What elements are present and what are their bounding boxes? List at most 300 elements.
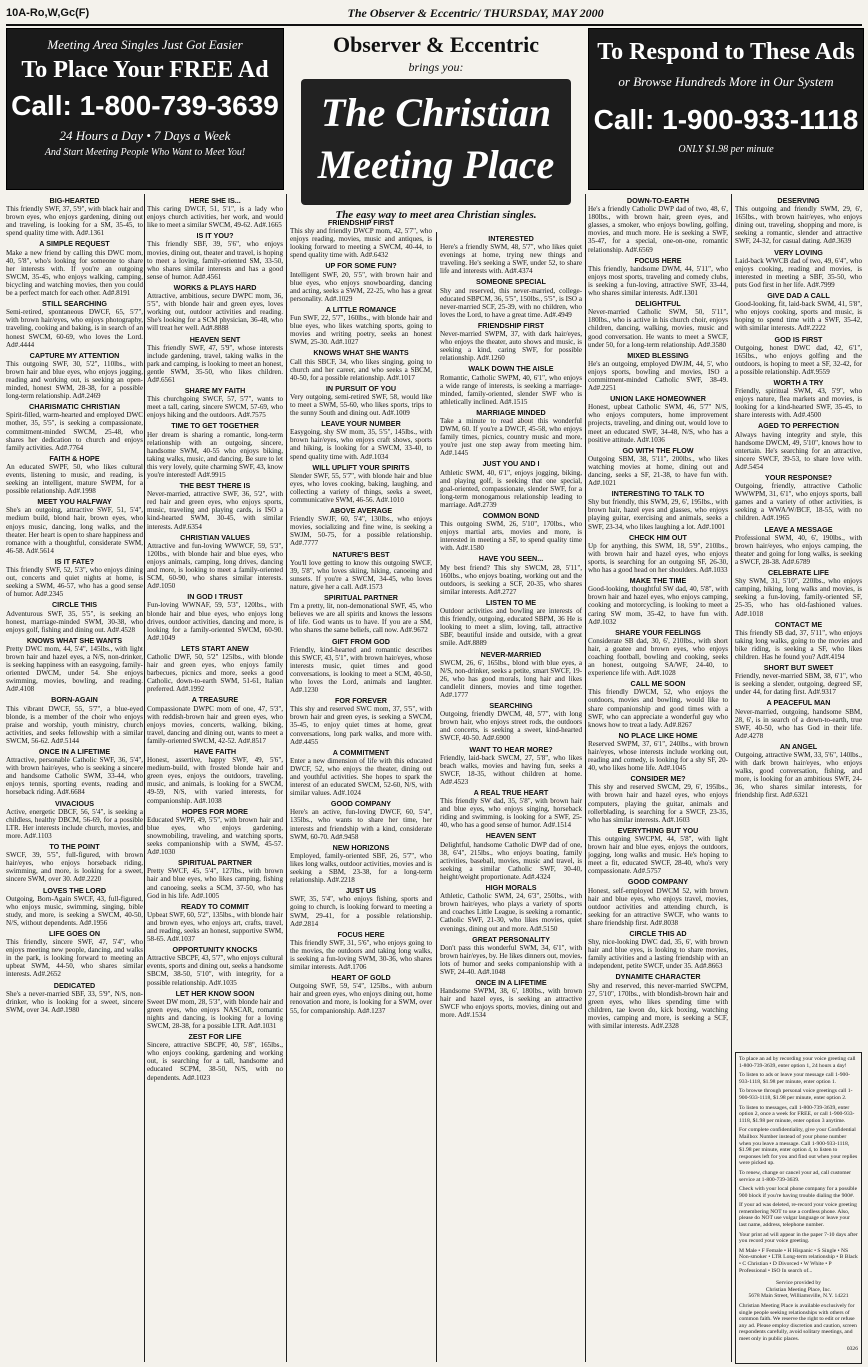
ad-headline: ONCE IN A LIFETIME: [38, 747, 111, 756]
ad-text: Up for anything, this SWM, 18, 5'9", 210lbs., with brown hair and hazel eyes, who enjoys sports, is searching for an outgoing SF, 26-30, who has a good head on her shoulders. Ad#.1033: [588, 541, 728, 575]
ad-text: My best friend? This shy SWCM, 28, 5'11", 160lbs., who enjoys boating, working out and the outdoors, is seeking a SCF, 20-35, who shares similar interests. Ad#.2727: [440, 563, 582, 596]
instruction-900-block: Check with your local phone company for a possible 900 block if you're having trouble dialing the 900#.: [739, 1186, 858, 1199]
ad-text: Outgoing SBM, 38, 5'11", 200lbs., who likes watching movies at home, dining out and dancing, seeks a SF, 21-38, to have fun with. Ad#.1021: [588, 454, 728, 488]
ad-headline: INTERESTED: [488, 234, 534, 243]
ad-headline: CHARISMATIC CHRISTIAN: [29, 402, 120, 412]
ads-column-4: [440, 232, 582, 1364]
personal-ad: [440, 979, 582, 1019]
ad-headline: DESERVING: [777, 196, 820, 205]
ad-text: Honest, upbeat Catholic SWM, 46, 5'7" N/S, who enjoys computers, home improvement projects, traveling, and dining out, would love to meet an educated SWF, 34-48, N/S, who has a positive attitude. Ad#.1036: [588, 403, 728, 444]
ad-headline: FRIENDSHIP FIRST: [477, 320, 545, 330]
ad-text: Never-married Catholic SWM, 50, 5'11", 180lbs., who is active in his church choir, enjoys children, dancing, walking, movies, music and good conversation. He wants to meet a SWCF, under 50, for a long-term relationship. Ad#.3580: [588, 308, 728, 349]
personal-ad: [440, 702, 582, 742]
ad-text: Always having integrity and style, this handsome DWCM, 49, 5'10", knows how to entertain. He's searching for an attractive, sincere SWCF, 39-53, to share love with. Ad#.5454: [735, 430, 862, 471]
ad-headline: LOVES THE LORD: [42, 885, 107, 895]
ad-headline: HEART OF GOLD: [331, 973, 391, 983]
brings-you: brings you:: [408, 60, 464, 74]
personal-ad: [290, 349, 432, 381]
ad-text: Slender SWF, 55, 5'7", with blonde hair and blue eyes, who loves cooking, baking, laughing, and collecting a variety of things, seeks a sweet, communicative SWM, 46-56. Ad#.1010: [290, 471, 432, 504]
ad-headline: INTERESTING TO TALK TO: [611, 489, 705, 499]
ad-text: Make a new friend by calling this DWC mom, 40, 5'8", who's looking for someone to share her interests with. If you're an outgoing SWCM, 35-45, who enjoys walking, camping, bicycling and watching movies, then you could be a perfect match for each other. Ad#.8191: [6, 248, 143, 298]
ad-headline: HAVE FAITH: [193, 747, 237, 756]
banner-subtext: And Start Meeting People Who Want to Meet You!: [44, 147, 246, 158]
ad-text: Laid-back WWCB dad of two, 49, 6'4", who enjoys cooking, reading and movies, is interested in meeting a SBF, 35-50, who puts God first in her life. Ad#.7999: [735, 256, 862, 289]
personal-ad: [147, 482, 283, 531]
personal-ad: [440, 789, 582, 829]
ad-text: Upbeat SWF, 60, 5'2", 135lbs., with blonde hair and brown eyes, who enjoys art, crafts, travel, and reading, seeks an honest, supportive SWM, 58-65. Ad#.1037: [147, 910, 283, 944]
ad-text: Good-looking, thoughtful SW dad, 40, 5'8", with brown hair and hazel eyes, who enjoys camping, cooking and motorcycling, is looking to meet a caring SW mom, 35-42, to have fun with. Ad#.1032: [588, 585, 728, 626]
ad-headline: GIFT FROM GOD: [332, 636, 390, 646]
ad-text: Friendly, spiritual SWM, 43, 5'9", who enjoys nature, flea markets and movies, is looking for a kind-hearted SWF, 35-45, to share interests with. Ad#.4500: [735, 387, 862, 420]
ad-text: Honest, assertive, happy SWF, 49, 5'6", medium-build, with frosted blonde hair and green eyes, enjoys the outdoors, traveling, music, and animals, is looking for a SWCM, 49-59, N/S, with varied interests, for companionship. Ad#.1038: [147, 756, 283, 805]
ad-text: Romantic, Catholic SWPM, 40, 6'1", who enjoys a wide range of interests, is seeking a marriage-minded, family-oriented, slender SWF who is athletically inclined. Ad#.1515: [440, 373, 582, 406]
ad-text: Never-married, outgoing, handsome SBM, 28, 6', is in search of a down-to-earth, true SWF, 40-50, who has God in their life. Ad#.4278: [735, 707, 862, 740]
ad-headline: CIRCLE THIS AD: [629, 928, 687, 938]
ad-headline: CALL ME SOON: [630, 679, 686, 689]
ad-text: This churchgoing SWCF, 57, 5'7", wants to meet a tall, caring, sincere SWCM, 57-69, who enjoys hiking and the outdoors. Ad#.7575: [147, 395, 283, 420]
ad-text: This vibrant DWCF, 55, 5'7", a blue-eyed blonde, is a member of the choir who enjoys praise and worship, youth ministry, church activities, and seeks fellowship with a similar SWCM, 56-62. Ad#.5144: [6, 704, 143, 745]
ad-headline: GIVE DAD A CALL: [767, 291, 830, 301]
ad-headline: CHECK HIM OUT: [629, 532, 687, 542]
personal-ad: [588, 577, 728, 626]
personal-ad: [440, 555, 582, 595]
personal-ad: [6, 197, 143, 237]
ad-headline: CAPTURE MY ATTENTION: [29, 350, 120, 360]
ad-text: Here's an active, fun-loving DWCF, 60, 5'4", 135lbs., who wants to share her time, her interests and friendship with a kind, considerate SWM, 60-70. Ad#.9458: [290, 808, 432, 841]
ad-text: SWCF, 39, 5'5", full-figured, with brown hair/eyes, who enjoys horseback riding, swimming, and more, is looking for a sweet, sincere SWM, over 30. Ad#.2220: [6, 851, 143, 884]
ad-headline: SPIRITUAL PARTNER: [323, 593, 398, 603]
ad-headline: IS IT FATE?: [54, 556, 95, 566]
ad-headline: CONTACT ME: [774, 619, 823, 629]
notice-code: 0326: [846, 1345, 858, 1352]
personal-ad: [290, 385, 432, 417]
personal-ad: [440, 409, 582, 458]
ad-text: Call this SBCF, 34, who likes singing, going to church and her career, and who seeks a SBCM, 40-50, for a possible relationship. Ad#.1017: [290, 357, 432, 382]
ad-headline: A LITTLE ROMANCE: [325, 304, 397, 314]
ad-text: This caring DWCF, 51, 5'1", is a lady who enjoys church activities, her work, and would like to meet a similar SWCM, 49-62. Ad#.1665: [147, 205, 283, 230]
ad-headline: UP FOR SOME FUN?: [325, 261, 397, 271]
personal-ad: [6, 930, 143, 979]
personal-ad: [147, 903, 283, 943]
ad-text: You'll love getting to know this outgoing SWCF, 39, 5'8", who loves skiing, hiking, canoeing and sunsets. If you're a SWCM, 34-45, who loves nature, give her a call. Ad#.1573: [290, 558, 432, 591]
ad-text: This outgoing and friendly SWM, 29, 6', 165lbs., with brown hair/eyes, who enjoys dining out, traveling, shopping and more, is seeking a romantic, slender and attractive SWF, 24-32, for casual dating. Ad#.3639: [735, 205, 862, 246]
ad-text: This friendly SWF, 31, 5'6", who enjoys going to the movies, the outdoors and taking long walks, is seeking a fun-loving SWM, 30-36, who shares similar interests. Ad#.1706: [290, 938, 432, 972]
ad-text: Intelligent SWF, 20, 5'5", with brown hair and blue eyes, who enjoys snowboarding, dancing and acting, seeks a SWM, 22-25, who has a great personality. Ad#.1029: [290, 270, 432, 303]
personal-ad: [290, 507, 432, 547]
ad-headline: SHARE YOUR FEELINGS: [615, 627, 701, 637]
personal-ad: [6, 887, 143, 927]
ad-headline: CELEBRATE LIFE: [768, 568, 829, 578]
personal-ad: [440, 460, 582, 509]
ad-text: Employed, family-oriented SBF, 26, 5'7", who likes long walks, outdoor activities, movies and is seeking a SBM, 23-38, for a long-term relationship. Ad#.2218: [290, 851, 432, 885]
personal-ad: [588, 395, 728, 444]
ad-text: Athletic, Catholic SWM, 24, 6'3", 250lbs., with brown hair/eyes, who plays a variety of sports and coaches Little League, is seeking a romantic, Catholic SWF, 21-30, who likes movies, quiet evenings, dining out and more. Ad#.5150: [440, 892, 582, 933]
personal-ad: [6, 403, 143, 452]
ad-text: Pretty DWC mom, 44, 5'4", 145lbs., with light brown hair and hazel eyes, a N/S, non-drinker, is seeking happiness with an easygoing, family-oriented DWCM, under 54. She enjoys swimming, movies, bowling, and reading. Ad#.4108: [6, 644, 143, 694]
ad-text: Sincere, attractive SBCPF, 40, 5'8", 165lbs., who enjoys cooking, gardening and working out, is searching for a tall, handsome and educated SCPM, 38-50, N/S, with no dependents. Ad#.1023: [147, 1041, 283, 1082]
ad-text: Honest, self-employed DWCM 52, with brown hair and blue eyes, who enjoys travel, movies, outdoor activities and attending church, is seeking for an attractive SWCF, who wants to share friendship first. Ad#.8038: [588, 886, 728, 927]
logo-title: The Christian Meeting Place: [301, 79, 571, 205]
publisher-name: Observer & Eccentric: [332, 32, 540, 57]
ad-text: This friendly, handsome DWM, 44, 5'11", who enjoys most sports, traveling and comedy clubs, is seeking a fun-loving, attractive SWF, 33-44, who shares similar interests. Ad#.1301: [588, 264, 728, 298]
ad-text: Adventurous SWF, 35, 5'5", is seeking an honest, marriage-minded SWM, 30-38, who enjoys golf, fishing and dining out. Ad#.4528: [6, 609, 143, 634]
ad-text: This friendly SWF, 47, 5'9", whose interests include gardening, travel, taking walks in the park and camping, is looking to meet an honest, gentle SWM, 35-50, who likes children. Ad#.6561: [147, 343, 283, 384]
personal-ad: [290, 638, 432, 695]
ad-headline: MIXED BLESSING: [627, 350, 689, 360]
service-provider: Service provided by Christian Meeting Place, Inc. 5678 Main Street, Williamsville, N.Y. 14221: [748, 1280, 849, 1300]
ad-headline: JUST US: [345, 886, 377, 896]
ad-text: Here's a friendly SWM, 48, 5'7", who likes quiet evenings at home, trying new things and traveling. He's seeking a SWF, under 52, to share life and interests with. Ad#.4374: [440, 243, 582, 276]
place-ad-banner: [6, 28, 284, 190]
personal-ad: [588, 490, 728, 530]
ad-text: This friendly, sincere SWF, 47, 5'4", who enjoys meeting new people, dancing, and walks in the park, is looking forward to meeting an upbeat SWM, 44-50, who shares similar interests. Ad#.2652: [6, 938, 143, 979]
personal-ad: [290, 800, 432, 840]
personal-ad: [147, 808, 283, 857]
ad-text: Don't pass this wonderful SWM, 34, 6'1", with brown hair/eyes, by. He likes dinners out, movies, lots of humor and seeks companionship with a SWF, 24-40. Ad#.1048: [440, 943, 582, 976]
personal-ad: [147, 645, 283, 694]
ad-headline: SPIRITUAL PARTNER: [177, 858, 252, 868]
ad-text: This friendly SWF, 52, 5'3", who enjoys dining out, concerts and quiet nights at home, is seeking a SWM, 46-57, who has a good sense of humor. Ad#.2345: [6, 566, 143, 599]
instructions-box: [735, 1052, 862, 1364]
ad-text: Shy and reserved, this never-married, college-educated SBPCM, 36, 5'5", 150lbs., 5'5", is ISO a never-married SCF, 25-39, with no children, who loves the Lord, to have a great time. Ad#.4949: [440, 286, 582, 319]
ad-headline: IN PURSUIT OF YOU: [325, 383, 397, 393]
logo-tagline: The easy way to meet area Christian singles.: [335, 209, 537, 221]
ad-headline: VERY LOVING: [774, 247, 823, 257]
ad-text: I'm a pretty, lit, non-demonational SWF, 45, who believes we are all spirits and knows the lessons of life. God wants us to have. If you are a SM, who shares the same beliefs, call now. Ad#.9672: [290, 602, 432, 635]
ad-headline: WORKS & PLAYS HARD: [173, 282, 257, 292]
ad-text: Outgoing SWF, 59, 5'4", 125lbs., with auburn hair and green eyes, who enjoys dining out, home renovation and more, is looking for a SWM, over 55, for companionship. Ad#.1237: [290, 982, 432, 1015]
ad-text: Professional SWM, 40, 6', 190lbs., with brown hair/eyes, who enjoys camping, the theater and going for long walks, is seeking a SWCF, 28-38. Ad#.6789: [735, 533, 862, 566]
personal-ad: [147, 696, 283, 745]
ad-headline: DYNAMITE CHARACTER: [615, 972, 701, 982]
personal-ad: [6, 300, 143, 349]
ad-headline: A REAL TRUE HEART: [473, 788, 549, 797]
ad-text: Attractive and fun-loving WWWCF, 59, 5'3", 120lbs., with blonde hair and blue eyes, who enjoys animals, camping, long drives, dancing and more, is looking to meet a family-oriented SCM, 60-90, who shares similar interests. Ad#.1050: [147, 541, 283, 591]
ad-headline: LETS START ANEW: [181, 643, 249, 653]
ad-text: Delightful, handsome Catholic DWP dad of one, 38, 6'4", 215lbs., who enjoys boating, family activities, baseball, movies, music and travel, is seeking a similar Catholic SWF, 30-40, height/weight proportionate. Ad#.4324: [440, 840, 582, 881]
ad-text: Never-married, attractive SWF, 36, 5'2", with red hair and green eyes, who enjoys sports, music, traveling and playing cards, is ISO a kind-hearted SWM, 30-45, with similar interests. Ad#.6354: [147, 490, 283, 531]
ad-headline: VIVACIOUS: [54, 798, 94, 808]
ads-column-3: [290, 216, 432, 1364]
ad-headline: MEET YOU HALFWAY: [37, 497, 112, 507]
ad-text: This shy and reserved SWC mom, 37, 5'5", with brown hair and green eyes, is seeking a SWCM, 35-45, to enjoy quiet times at home, great conversations, long park walks, and more with. Ad#.4455: [290, 705, 432, 746]
ad-headline: HAVE YOU SEEN...: [478, 554, 544, 564]
instruction-browse: To browse through personal voice greetings call 1-900-933-1118, $1.98 per minute, enter option 2.: [739, 1088, 853, 1101]
ad-headline: IS IT YOU?: [196, 231, 234, 241]
ad-text: Fun-loving WWNAF, 59, 5'3", 120lbs., with blonde hair and blue eyes, who enjoys long drives, outdoor activities, dancing and more, is looking for a family-oriented SWCM, 60-90. Ad#.1049: [147, 601, 283, 642]
ad-text: Pretty SWCF, 45, 5'4", 127lbs., with brown hair and blue eyes, who likes camping, fishing and canoeing, seeks a SCM, 37-50, who has God in his life. Ad#.1005: [147, 867, 283, 900]
personal-ad: [290, 306, 432, 346]
ad-text: Outgoing, attractive SWM, 33, 5'6", 140lbs., with dark brown hair/eyes, who enjoys walks, good conversation, fishing, and more, is looking for an ambitious SWF, 24-36, who shares similar interests, for friendship first. Ad#.6321: [735, 751, 862, 800]
ad-headline: BIG-HEARTED: [49, 196, 100, 205]
personal-ad: [440, 884, 582, 933]
respond-phone: Call: 1-900-933-1118: [593, 104, 859, 135]
column-rule: [731, 194, 732, 1362]
personal-ad: [735, 621, 862, 661]
ad-headline: WILL UPLIFT YOUR SPIRITS: [312, 462, 410, 472]
ad-text: Friendly, kind-hearted and romantic describes this SWCF, 43, 5'1", with brown hair/eyes, whose interests music, quiet times and good conversations, is looking to meet a SCM, 40-50, who loves the Lord, animals and laughter. Ad#.1230: [290, 645, 432, 695]
personal-ad: [440, 651, 582, 700]
personal-ad: [6, 240, 143, 297]
personal-ad: [440, 832, 582, 881]
ad-headline: GOOD COMPANY: [627, 877, 689, 887]
ad-headline: MAKE THE TIME: [629, 576, 687, 586]
masthead-date: The Observer & Eccentric/ THURSDAY, MAY 2000: [347, 5, 604, 20]
ad-text: This friendly SB dad, 37, 5'11", who enjoys taking long walks, going to the movies and bike riding, is seeking a SF, who likes children. Has he found you? Ad#.4194: [735, 628, 862, 661]
banner-headline: To Place Your FREE Ad: [21, 57, 269, 83]
personal-ad: [290, 931, 432, 971]
personal-ad: [290, 219, 432, 259]
ad-headline: FAITH & HOPE: [49, 453, 100, 463]
personal-ad: [588, 197, 728, 254]
personal-ad: [6, 982, 143, 1014]
ad-headline: HEAVEN SENT: [485, 831, 537, 841]
ad-text: Friendly SWJF, 60, 5'4", 130lbs., who enjoys movies, socializing and fine wine, is seeking a SWJM, 50-75, for a possible relationship. Ad#.7777: [290, 515, 432, 548]
personal-ad: [440, 235, 582, 275]
ad-headline: LEAVE YOUR NUMBER: [321, 419, 401, 429]
ad-headline: OPPORTUNITY KNOCKS: [172, 945, 258, 955]
ad-headline: SEARCHING: [489, 701, 533, 711]
personal-ad: [6, 498, 143, 555]
ad-headline: LIFE GOES ON: [48, 928, 101, 938]
ad-headline: AGED TO PERFECTION: [758, 421, 839, 431]
ad-text: Outgoing, friendly, attractive Catholic WWWPM, 31, 6'1", who enjoys sports, ball games and a variety of other activities, is seeking a WWA/W/BCF, 18-55, with no children. Ad#.1965: [735, 482, 862, 523]
ad-headline: FRIENDSHIP FIRST: [327, 218, 395, 227]
personal-ad: [147, 593, 283, 642]
banner-hours: 24 Hours a Day • 7 Days a Week: [59, 128, 231, 143]
ad-text: Attractive, ambitious, secure DWPC mom, 36, 5'5", with blonde hair and green eyes, loves working out, outdoor activities and reading. She's looking for a SCM physician, 36-48, who will treat her well. Ad#.8888: [147, 292, 283, 333]
personal-ad: [440, 512, 582, 552]
ad-headline: TO THE POINT: [49, 842, 100, 852]
personal-ad: [6, 352, 143, 401]
instruction-renew: To renew, change or cancel your ad, call customer service at 1-800-739-3639.: [739, 1169, 851, 1183]
ad-text: Never-married SWPM, 37, with dark hair/eyes, who enjoys the theater, auto shows and music, is seeking a kind, caring SWF, for possible relationship. Ad#.1260: [440, 330, 582, 363]
ad-headline: CHRISTIAN VALUES: [180, 532, 250, 542]
column-rule: [144, 194, 145, 1362]
ads-column-6: [735, 194, 862, 1050]
ad-headline: ABOVE AVERAGE: [329, 506, 393, 516]
personal-ad: [588, 352, 728, 392]
ad-headline: NATURE'S BEST: [332, 549, 390, 559]
ad-headline: BORN-AGAIN: [51, 695, 98, 705]
ad-text: Shy and reserved, this never-married SWCPM, 27, 5'10", 170lbs., with blondish-brown hair and green eyes, who likes spending time with children, tae kwon do, kick boxing, watching movies, camping and more, is seeking a SCF, with similar interests. Ad#.2328: [588, 981, 728, 1030]
personal-ad: [440, 365, 582, 405]
ad-text: This outgoing SWF, 30, 5'2", 110lbs., with brown hair and blue eyes, who enjoys jogging, reading and working out, is seeking an open-minded, honest SWM, 28-38, for a possible long-term relationship. Ad#.2469: [6, 359, 143, 401]
personal-ad: [588, 680, 728, 729]
ad-headline: JUST YOU AND I: [482, 459, 540, 469]
ad-headline: FOCUS HERE: [634, 255, 682, 265]
personal-ad: [147, 748, 283, 805]
personal-ad: [735, 336, 862, 376]
ad-headline: WANT TO HEAR MORE?: [469, 744, 553, 754]
ad-text: He's an outgoing, employed DWJM, 44, 5', who enjoys sports, bowling and movies, ISO a commitment-minded Catholic SWF, 38-49. Ad#.2251: [588, 359, 728, 393]
personal-ad: [735, 526, 862, 566]
ads-column-2: [147, 194, 283, 1364]
ad-text: Friendly, never-married SBM, 38, 6'1", who is seeking a slender, outgoing, degreed SF, under 44, for dating first. Ad#.9317: [735, 672, 862, 697]
ad-headline: UNION LAKE HOMEOWNER: [610, 394, 706, 404]
personal-ad: [6, 696, 143, 745]
personal-ad: [588, 878, 728, 927]
personal-ad: [290, 887, 432, 927]
ad-text: This friendly SBF, 39, 5'6", who enjoys movies, dining out, theater and travel, is hoping to meet a loving, family-oriented SM, 33-50, who shares similar interests and has a good sense of humor. Ad#.4561: [147, 240, 283, 281]
respond-headline: To Respond to These Ads: [597, 39, 855, 65]
instruction-deleted: If your ad was deleted, re-record your voice greeting remembering NOT to use a cordless phone. Also, please do NOT use vulgar language or leave your last name, address, telephone number.: [739, 1202, 857, 1229]
ad-text: Friendly, laid-back SWCM, 27, 5'8", who likes beach walks, movies and having fun, seeks a SWCF, 18-35, without children at home. Ad#.4523: [440, 753, 582, 786]
personal-ad: [588, 257, 728, 297]
ad-headline: A COMMITMENT: [332, 747, 390, 757]
personal-ad: [290, 551, 432, 591]
personal-ad: [735, 569, 862, 618]
personal-ad: [290, 594, 432, 634]
personal-ad: [290, 749, 432, 798]
ad-headline: A PEACEFUL MAN: [766, 698, 831, 708]
respond-rate: ONLY $1.98 per minute: [678, 144, 774, 155]
ad-text: Good-looking, fit, laid-back SWM, 41, 5'8", who enjoys cooking, sports and music, is hoping to spend time with a SWF, 35-42, with similar interests. Ad#.2222: [735, 300, 862, 333]
ad-headline: READY TO COMMIT: [180, 901, 250, 911]
ad-text: An educated SWPF, 50, who likes cultural events, listening to music, and reading, is seeking an intelligent, mature SWPM, for a possible relationship. Ad#.1998: [6, 462, 143, 496]
page-header: [6, 2, 862, 26]
personal-ad: [147, 387, 283, 419]
personal-ad: [290, 420, 432, 460]
ad-text: Spirit-filled, warm-hearted and employed DWC mother, 35, 5'5", is seeking a compassionate, commitment-minded SWCM, 25-48, who shares her dedication to church and enjoys family activities. Ad#.7764: [6, 411, 143, 452]
ad-text: Shy SWM, 31, 5'10", 220lbs., who enjoys camping, hiking, long walks and movies, is seeking a fun-loving, family-oriented SF, 25-35, who has old-fashioned values. Ad#.1018: [735, 577, 862, 618]
ad-text: He's a friendly Catholic DWP dad of two, 48, 6', 180lbs., with brown hair, green eyes, and glasses, a smoker, who enjoys bowling, golfing, movies, and much more. He is seeking a SWF, 35-47, for a special, one-on-one, romantic relationship. Ad#.6569: [588, 205, 728, 254]
ad-headline: GREAT PERSONALITY: [472, 934, 550, 944]
christian-meeting-place-logo: [290, 28, 582, 221]
personal-ad: [588, 973, 728, 1030]
banner-tagline: Meeting Area Singles Just Got Easier: [47, 37, 243, 52]
ads-column-1: [6, 194, 143, 1364]
instruction-listen: To listen to ads or leave your message call 1-900-933-1118, $1.98 per minute, enter option 1.: [739, 1072, 850, 1085]
instruction-appear: Your print ad will appear in the paper 7-10 days after you record your voice greeting.: [739, 1231, 858, 1245]
ad-headline: SOMEONE SPECIAL: [476, 277, 546, 287]
personal-ad: [735, 743, 862, 800]
ad-text: Enter a new dimension of life with this educated DWCF, 52, who enjoys the theater, dining out and youthful activities. She hopes to spark the interest of an educated SWCM, 52-60, N/S, with similar values. Ad#.1024: [290, 756, 432, 798]
ad-headline: WORTH A TRY: [773, 377, 824, 387]
ad-headline: A SIMPLE REQUEST: [39, 239, 110, 249]
ad-headline: FOCUS HERE: [337, 929, 385, 939]
instruction-confidential: For complete confidentiality, give your Confidential Mailbox Number instead of your phone number when you leave a message. Call 1-900-933-1118, $1.98 per minute, enter option 4, to listen to responses left for you and find out when your replies were picked up.: [739, 1127, 858, 1167]
ad-text: This outgoing SWCPM, 44, 5'8", with light brown hair and blue eyes, enjoys the outdoors, jogging, long walks and music. He's hoping to meet a fit, educated SWCF, 28-40, who's very compassionate. Ad#.5757: [588, 834, 728, 876]
personal-ad: [735, 422, 862, 471]
ad-headline: THE BEST THERE IS: [179, 481, 251, 491]
personal-ad: [6, 558, 143, 598]
ad-text: Very outgoing, semi-retired SWF, 58, would like to meet a SWM, 55-60, who likes sports, trips to the sunny South and dining out. Ad#.1009: [290, 392, 432, 418]
ad-headline: YOUR RESPONSE?: [764, 473, 833, 482]
ad-text: Shy but friendly, this SWM, 29, 6', 195lbs., with brown hair, hazel eyes and glasses, who enjoys playing guitar, exercising and animals, seeks a SWF, 23-34, who likes laughing a lot. Ad#.1001: [588, 498, 728, 531]
personal-ad: [440, 322, 582, 362]
respond-subheadline: or Browse Hundreds More in Our System: [618, 74, 834, 89]
ad-headline: NEVER-MARRIED: [480, 649, 542, 659]
ad-headline: NEW HORIZONS: [332, 842, 390, 852]
ad-headline: NO PLACE LIKE HOME: [618, 730, 698, 740]
personal-ad: [6, 637, 143, 694]
ad-headline: SHARE MY FAITH: [184, 386, 246, 396]
personal-ad: [735, 292, 862, 332]
personal-ad: [290, 262, 432, 302]
ad-headline: A TREASURE: [191, 695, 239, 705]
ad-text: Considerate SB dad, 30, 6', 210lbs., with short hair, a goatee and brown eyes, who enjoys coaching football, bowling and cooking, seeks an honest, outgoing SA/WF, 24-40, to experience life with. Ad#.1028: [588, 636, 728, 678]
ad-headline: CONSIDER ME?: [630, 774, 686, 784]
personal-ad: [588, 775, 728, 824]
personal-ad: [147, 197, 283, 229]
ad-text: Outgoing, friendly DWCM, 48, 5'7", with long brown hair, who enjoys street rods, the outdoors and concerts, is seeking a sweet, kind-hearted SWCF, 40-50. Ad#.6900: [440, 710, 582, 743]
ad-text: She's an outgoing, attractive SWF, 51, 5'4", medium build, blond hair, brown eyes, who enjoys music, dancing, long walks, and the theater. Her heart is open to share happiness and romance with a thoughtful, considerate SWM, 46-58. Ad#.5614: [6, 506, 143, 555]
personal-ad: [6, 455, 143, 495]
ad-text: Shy, nice-looking DWC dad, 35, 6', with brown hair and blue eyes, is looking to share movies, family activities and a lasting friendship with an independent, petite SWCF, under 35. Ad#.8663: [588, 938, 728, 971]
personal-ad: [147, 990, 283, 1030]
disclaimer: Christian Meeting Place is available exclusively for single people seeking relationships with others of common faith. We reserve the right to edit or refuse any ad. Please employ discretion and caution, screen respondents carefully, avoid solitary meetings, and meet only in public places.: [739, 1303, 857, 1342]
ad-text: Attractive, personable Catholic SWF, 36, 5'4", with brown hair/eyes, who is seeking a sincere and handsome Catholic SWM, 33-44, who enjoys tennis, sporting events, reading and horseback riding. Ad#.6684: [6, 756, 143, 797]
ad-text: This shy and reserved SWCM, 29, 6', 195lbs., with brown hair and hazel eyes, who enjoys computers, playing the guitar, animals and rollerblading, is searching for a SWCF, 23-35, who has similar interests. Ad#.1603: [588, 783, 728, 824]
ad-text: SWCM, 26, 6', 165lbs., blond with blue eyes, a N/S, non-drinker, seeks a petite, smart SWCF, 19-26, who has good morals, long hair and likes candlelit dinners, movies and time together. Ad#.1777: [440, 658, 582, 699]
personal-ad: [588, 827, 728, 876]
ad-headline: COMMON BOND: [482, 511, 540, 520]
personal-ad: [6, 601, 143, 633]
column-rule: [585, 194, 586, 1362]
personal-ad: [588, 534, 728, 574]
ad-headline: KNOWS WHAT SHE WANTS: [313, 348, 409, 358]
personal-ad: [735, 379, 862, 419]
ad-headline: DOWN-TO-EARTH: [626, 196, 690, 205]
personal-ad: [735, 197, 862, 246]
ad-text: Outdoor activities and bowling are interests of this friendly, outgoing, educated SBPM, 36 He is looking to meet a slim, loving, tall, attractive SBF, beautiful inside and outside, with a great smile. Ad#.8889: [440, 607, 582, 648]
instruction-messages: To listen to messages, call 1-800-739-3639, enter option 2, once a week for FREE, or call 1-900-933-1118, $1.98 per minute, enter option 3 anytime.: [739, 1104, 855, 1124]
personal-ad: [147, 1033, 283, 1082]
ad-headline: ZEST FOR LIFE: [188, 1032, 242, 1042]
place-ad-phone: Call: 1-800-739-3639: [11, 90, 279, 121]
ad-text: Easygoing, shy SW mom, 35, 5'5", 145lbs., with brown hair/eyes, who enjoys craft shows, sports and hiking, is looking for a SWCM, 33-40, to spend quality time with. Ad#.1034: [290, 428, 432, 461]
ad-text: Reserved SWPM, 37, 6'1", 240lbs., with brown hair/eyes, whose interests include working out, reading and comedy, is looking for a shy SF, 20-40, who likes home life. Ad#.1045: [588, 739, 728, 773]
personal-ad: [147, 232, 283, 281]
personal-ad: [588, 930, 728, 970]
ad-headline: IN GOD I TRUST: [187, 592, 243, 602]
personal-ad: [588, 300, 728, 349]
ad-text: Active, energetic DBCF, 56, 5'4", is seeking a childless, healthy DBCM, 56-69, for a possible LTR. Her interests include church, movies, and more. Ad#.1103: [6, 807, 143, 840]
ad-text: Take a minute to read about this wonderful DWM, 60. If you're a DWCF, 45-58, who enjoys family times, picnics, country music and more, you're just one step away from meeting him. Ad#.1445: [440, 416, 582, 458]
ad-headline: TIME TO GET TOGETHER: [171, 421, 259, 431]
personal-ad: [290, 464, 432, 504]
ad-text: Educated SWPF, 49, 5'5", with brown hair and blue eyes, who enjoys gardening, snowmobiling, traveling, and watching sports, seeks companionship with a SWM, 45-57. Ad#.1030: [147, 815, 283, 857]
personal-ad: [6, 843, 143, 883]
ad-text: This friendly DWCM, 52, who enjoys the outdoors, movies and bowling, would like to share companionship and good times with a SWF, who can appreciate a wonderful guy who knows how to treat a lady. Ad#.8267: [588, 688, 728, 729]
personal-ad: [440, 599, 582, 648]
personal-ad: [588, 629, 728, 678]
ad-headline: HOPES FOR MORE: [182, 806, 248, 816]
respond-ads-banner: [588, 28, 864, 190]
ad-text: This friendly SWF, 37, 5'9", with black hair and brown eyes, who enjoys gardening, dining out and traveling, is looking for a SM, 35-45, to spend quality time with. Ad#.1361: [6, 205, 143, 238]
ad-text: Outgoing, Born-Again SWCF, 43, full-figured, who enjoys music, swimming, singing, bible study, and more, is seeking a SWCM, 40-50, N/S, without dependents. Ad#.1956: [6, 894, 143, 927]
personal-ad: [735, 664, 862, 696]
personal-ad: [290, 697, 432, 746]
ad-headline: STILL SEARCHING: [42, 299, 107, 309]
ad-text: This outgoing SWM, 26, 5'10", 170lbs., who enjoys martial arts, movies and more, is interested in meeting a SF, to spend quality time with. Ad#.1580: [440, 520, 582, 553]
personal-ad: [290, 974, 432, 1014]
ad-headline: MARRIAGE MINDED: [476, 407, 546, 417]
ad-text: Handsome SWPM, 38, 6', 180lbs., with brown hair and hazel eyes, is seeking an attractive SWCF who enjoys sports, movies, dining out and more. Ad#.1534: [440, 987, 582, 1020]
personal-ad: [588, 732, 728, 772]
ad-headline: KNOWS WHAT SHE WANTS: [26, 635, 123, 645]
ad-text: Sweet DW mom, 28, 5'3", with blonde hair and green eyes, who enjoys NASCAR, romantic nights and dancing, is looking for a loving SWCM, 28-38, for a possible LTR. Ad#.1031: [147, 997, 283, 1030]
ad-headline: LEAVE A MESSAGE: [764, 524, 833, 534]
ad-headline: SHORT BUT SWEET: [763, 663, 834, 673]
personal-ad: [588, 447, 728, 487]
ad-headline: AN ANGEL: [779, 741, 818, 751]
ad-headline: LISTEN TO ME: [485, 597, 537, 607]
ad-headline: EVERYTHING BUT YOU: [617, 825, 699, 835]
personal-ad: [147, 534, 283, 591]
ads-column-5: [588, 194, 728, 1364]
